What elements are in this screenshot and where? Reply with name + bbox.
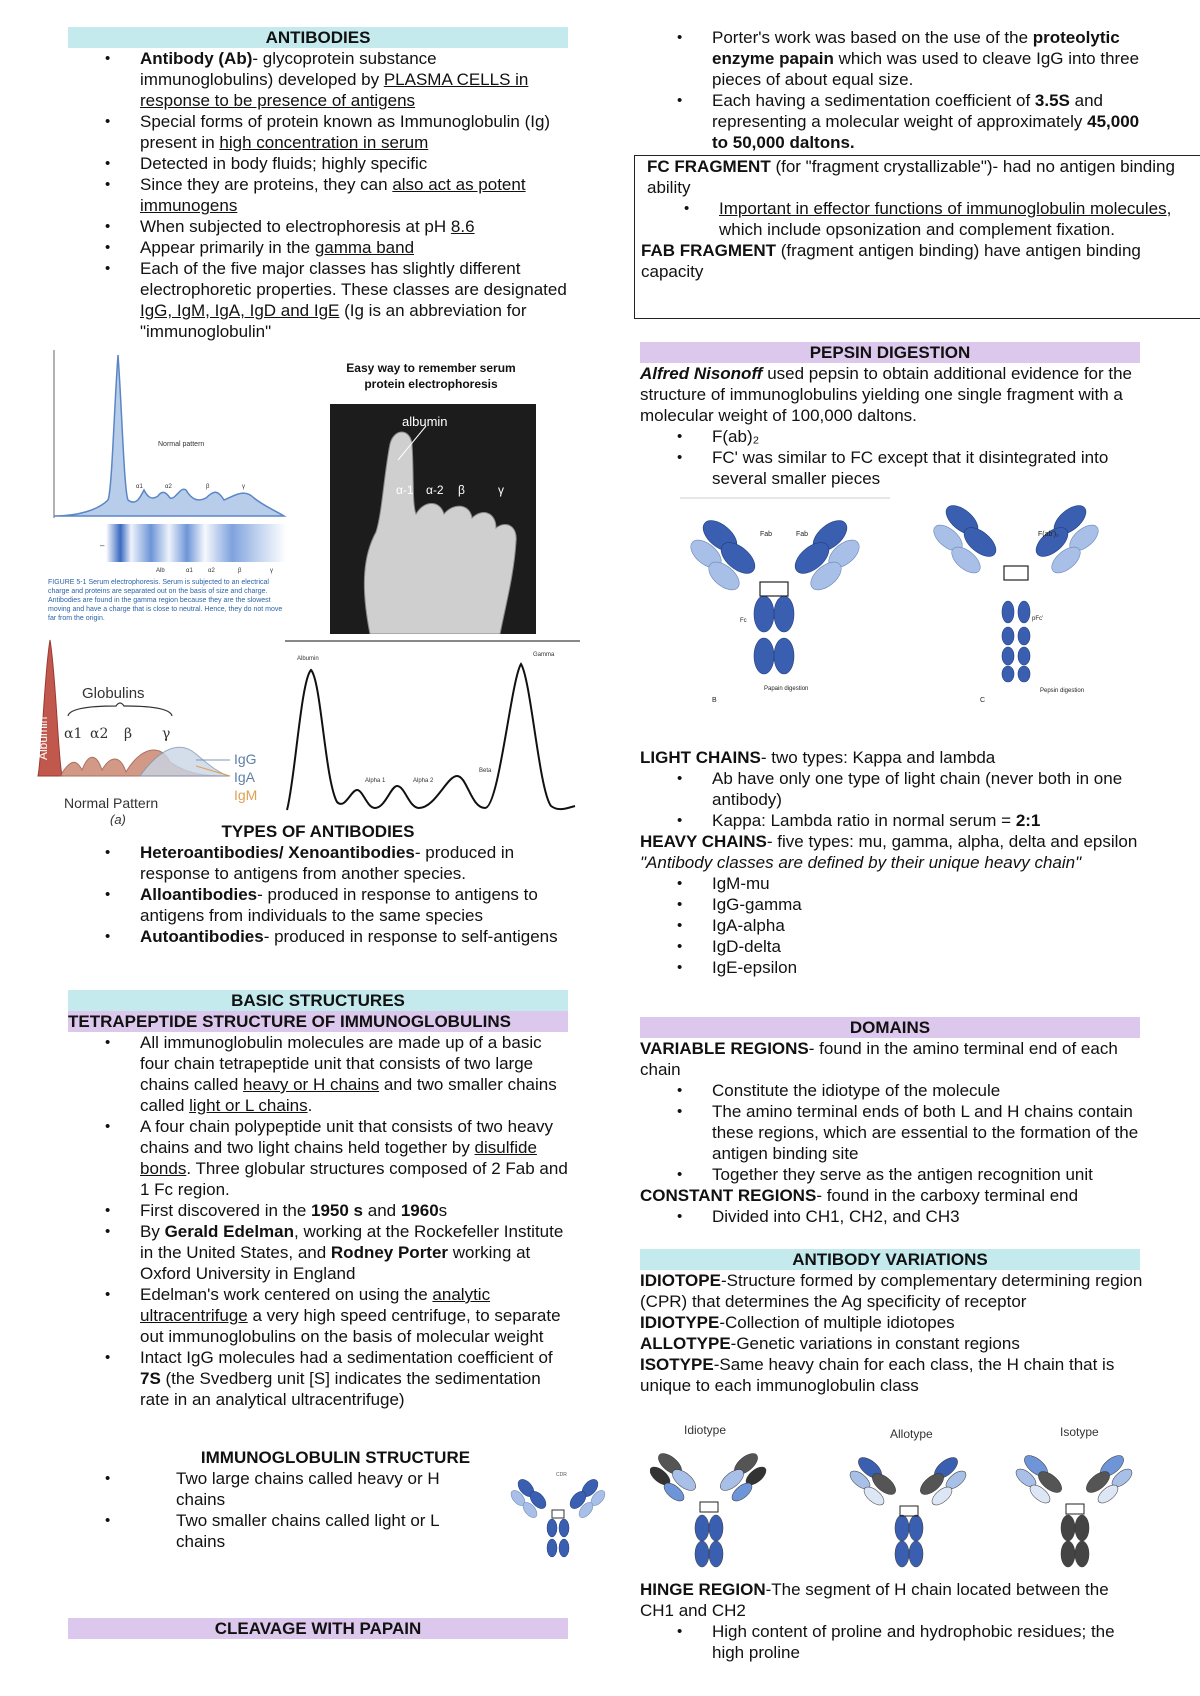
list-item: • F(ab)₂: [640, 426, 1145, 447]
svg-text:B: B: [712, 697, 717, 704]
svg-text:IgM: IgM: [234, 787, 258, 803]
light-chain-list: [640, 768, 1145, 831]
list-item: • When subjected to electrophoresis at pH 8.6: [68, 216, 573, 237]
papain-header: CLEAVAGE WITH PAPAIN: [68, 1618, 568, 1639]
list-item: • Appear primarily in the gamma band: [68, 237, 573, 258]
list-item: • Ab have only one type of light chain (never both in one antibody): [640, 768, 1145, 810]
list-item: • Two large chains called heavy or H chains: [68, 1468, 478, 1510]
svg-text:α2: α2: [208, 568, 215, 574]
list-item: • The amino terminal ends of both L and H chains contain these regions, which are essential to the formation of the antigen binding site: [640, 1101, 1145, 1164]
globulins-figure: [20, 636, 280, 826]
svg-text:–: –: [100, 541, 105, 550]
list-item: • A four chain polypeptide unit that consists of two heavy chains and two light chains held together by disulfide bonds. Three globular structures composed of 2 Fab and 1 Fc region.: [68, 1116, 573, 1200]
domains-section: DOMAINS VARIABLE REGIONS- found in the amino terminal end of each chain • Constitute the idiotype of the molecule • The amino terminal ends of both L and H chains contain these regions, which are essential to the formation of the antigen binding site • Together they serve as the antigen recognition unit CONSTANT REGIONS- found in the carboxy terminal end • Divided into CH1, CH2, and CH3: [640, 1017, 1145, 1227]
list-item: • Edelman's work centered on using the analytic ultracentrifuge a very high speed centrifuge, to separate out immunoglobulins on the basis of molecular weight: [68, 1284, 573, 1347]
list-item: • Porter's work was based on the use of the proteolytic enzyme papain which was used to cleave IgG into three pieces of about equal size.: [640, 27, 1150, 90]
svg-text:Fab: Fab: [760, 531, 773, 538]
types-section: [68, 821, 573, 947]
svg-text:α1: α1: [64, 726, 83, 742]
svg-text:α2: α2: [90, 726, 109, 742]
list-item: • By Gerald Edelman, working at the Rockefeller Institute in the United States, and Rodney Porter working at Oxford University in England: [68, 1221, 573, 1284]
list-item: • IgM-mu: [640, 873, 1145, 894]
svg-text:Isotype: Isotype: [1060, 1425, 1099, 1439]
ig-structure-section: [68, 1447, 508, 1552]
list-item: • IgD-delta: [640, 936, 1145, 957]
svg-text:γ: γ: [270, 568, 273, 574]
svg-text:IgA: IgA: [234, 769, 256, 785]
list-item: • IgE-epsilon: [640, 957, 1145, 978]
svg-text:Papain digestion: Papain digestion: [764, 686, 809, 692]
list-item: • Antibody (Ab)- glycoprotein substance immunoglobulins) developed by PLASMA CELLS in response to be presence of antigens: [68, 48, 573, 111]
list-item: • Alloantibodies- produced in response to antigens to antigens from individuals to the same species: [68, 884, 573, 926]
hand-mnemonic-figure: [330, 360, 540, 636]
list-item: • Important in effector functions of immunoglobulin molecules, which include opsonization and complement fixation.: [647, 198, 1193, 240]
figure-caption: FIGURE 5-1 Serum electrophoresis. Serum is subjected to an electrical charge and proteins are separated out on the basis of size and charge. Antibodies are found in the gamma region because they are the slowest moving and have a charge that is close to neutral. Hence, they do not move far from the origin.: [48, 579, 283, 622]
svg-text:α1: α1: [136, 484, 143, 490]
antibodies-list: [68, 48, 573, 342]
porter-section: [640, 27, 1150, 153]
list-item: • Constitute the idiotype of the molecule: [640, 1080, 1145, 1101]
svg-text:γ: γ: [498, 483, 504, 497]
list-item: • Autoantibodies- produced in response to self-antigens: [68, 926, 573, 947]
list-item: • High content of proline and hydrophobic residues; the high proline: [640, 1621, 1145, 1663]
svg-text:Fab: Fab: [796, 531, 809, 538]
svg-text:IgG: IgG: [234, 751, 257, 767]
list-item: • Two smaller chains called light or L chains: [68, 1510, 478, 1552]
heavy-chain-list: [640, 873, 1145, 978]
pepsin-list: [640, 426, 1145, 489]
list-item: • Special forms of protein known as Immunoglobulin (Ig) present in high concentration in serum: [68, 111, 573, 153]
svg-text:α-1: α-1: [396, 483, 414, 497]
svg-text:(a): (a): [110, 812, 126, 826]
globulins-label: Globulins: [82, 685, 145, 702]
porter-list: [640, 27, 1150, 153]
electrophoresis-figure: [48, 350, 288, 630]
svg-text:pFc': pFc': [1032, 616, 1044, 622]
list-item: • FC' was similar to FC except that it disintegrated into several smaller pieces: [640, 447, 1145, 489]
fc-fab-box: FC FRAGMENT (for "fragment crystallizable")- had no antigen binding ability • Important in effector functions of immunoglobulin molecules, which include opsonization and complement fixation. FAB FRAGMENT (fragment antigen binding) have antigen binding capacity: [634, 155, 1200, 319]
list-item: • Intact IgG molecules had a sedimentation coefficient of 7S (the Svedberg unit [S] indicates the sedimentation rate in an analytical ultracentrifuge): [68, 1347, 573, 1410]
list-item: • IgG-gamma: [640, 894, 1145, 915]
tetrapeptide-header: TETRAPEPTIDE STRUCTURE OF IMMUNOGLOBULINS: [68, 1011, 568, 1032]
chains-section: LIGHT CHAINS- two types: Kappa and lambda • Ab have only one type of light chain (never both in one antibody) • Kappa: Lambda ratio in normal serum = 2:1 HEAVY CHAINS- five types: mu, gamma, alpha, delta and epsilon "Antibody classes are defined by their unique heavy chain" • IgM-mu • IgG-gamma • IgA-alpha • IgD-delta • IgE-epsilon: [640, 747, 1145, 978]
basic-structures-header: BASIC STRUCTURES: [68, 990, 568, 1011]
hinge-list: [640, 1621, 1145, 1663]
normal-pattern-label: Normal pattern: [158, 441, 205, 448]
svg-text:α-2: α-2: [426, 483, 444, 497]
constant-region-list: [640, 1206, 1145, 1227]
svg-text:Albumin: Albumin: [297, 656, 319, 662]
svg-text:Gamma: Gamma: [533, 652, 555, 658]
hinge-section: HINGE REGION-The segment of H chain located between the CH1 and CH2 • High content of proline and hydrophobic residues; the high proline: [640, 1579, 1145, 1663]
heavy-chain-quote: "Antibody classes are defined by their unique heavy chain": [640, 853, 1082, 872]
albumin-label: albumin: [402, 414, 448, 429]
svg-text:γ: γ: [162, 726, 171, 742]
svg-text:C: C: [980, 697, 986, 704]
list-item: • Together they serve as the antigen recognition unit: [640, 1164, 1145, 1185]
list-item: • Divided into CH1, CH2, and CH3: [640, 1206, 1145, 1227]
digestion-figure: [680, 496, 1150, 716]
svg-text:F(ab')₂: F(ab')₂: [1038, 531, 1059, 538]
antibodies-header: ANTIBODIES: [68, 27, 568, 48]
svg-text:α1: α1: [186, 568, 193, 574]
variable-region-list: [640, 1080, 1145, 1185]
svg-text:γ: γ: [242, 484, 245, 490]
svg-text:β: β: [124, 726, 133, 742]
svg-text:Alpha 1: Alpha 1: [365, 778, 386, 784]
types-header: TYPES OF ANTIBODIES: [221, 822, 415, 841]
list-item: • All immunoglobulin molecules are made up of a basic four chain tetrapeptide unit that consists of two large chains called heavy or H chains and two smaller chains called light or L chains.: [68, 1032, 573, 1116]
list-item: • Heteroantibodies/ Xenoantibodies- produced in response to antigens from another species.: [68, 842, 573, 884]
svg-text:Allotype: Allotype: [890, 1427, 933, 1441]
svg-text:Alb: Alb: [156, 568, 165, 574]
variations-figure: [650, 1420, 1160, 1570]
list-item: • Kappa: Lambda ratio in normal serum = 2:1: [640, 810, 1145, 831]
list-item: • Each of the five major classes has slightly different electrophoretic properties. These classes are designated IgG, IgM, IgA, IgD and IgE (Ig is an abbreviation for "immunoglobulin": [68, 258, 573, 342]
domains-header: DOMAINS: [640, 1017, 1140, 1038]
list-item: • Since they are proteins, they can also act as potent immunogens: [68, 174, 573, 216]
densitometer-figure: [285, 640, 580, 820]
small-antibody-figure: [508, 1468, 608, 1568]
list-item: • First discovered in the 1950 s and 1960s: [68, 1200, 573, 1221]
svg-text:β: β: [458, 483, 465, 497]
types-list: [68, 842, 573, 947]
albumin-vertical-label: Albumin: [36, 716, 50, 760]
basic-structures-section: [68, 990, 573, 1410]
pepsin-section: PEPSIN DIGESTION Alfred Nisonoff used pepsin to obtain additional evidence for the structure of immunoglobulins yielding one single fragment with a molecular weight of 100,000 daltons. • F(ab)₂ • FC' was similar to FC except that it disintegrated into several smaller pieces: [640, 342, 1145, 489]
tetrapeptide-list: [68, 1032, 573, 1410]
list-item: • IgA-alpha: [640, 915, 1145, 936]
svg-text:Pepsin digestion: Pepsin digestion: [1040, 688, 1085, 694]
svg-text:β: β: [206, 484, 210, 490]
variations-header: ANTIBODY VARIATIONS: [640, 1249, 1140, 1270]
svg-text:α2: α2: [165, 484, 172, 490]
svg-text:Beta: Beta: [479, 768, 492, 774]
list-item: • Each having a sedimentation coefficient of 3.5S and representing a molecular weight of approximately 45,000 to 50,000 daltons.: [640, 90, 1150, 153]
variations-section: ANTIBODY VARIATIONS IDIOTOPE-Structure formed by complementary determining region (CPR) that determines the Ag specificity of receptor IDIOTYPE-Collection of multiple idiotopes ALLOTYPE-Genetic variations in constant regions ISOTYPE-Same heavy chain for each class, the H chain that is unique to each immunoglobulin class: [640, 1250, 1143, 1395]
list-item: • Detected in body fluids; highly specific: [68, 153, 573, 174]
hand-photo: [330, 404, 536, 634]
ig-structure-list: [68, 1468, 478, 1552]
normal-pattern-caption: Normal Pattern: [64, 795, 159, 811]
hand-figure-title: Easy way to remember serum protein electrophoresis: [346, 361, 516, 391]
svg-text:β: β: [238, 568, 242, 574]
pepsin-header: PEPSIN DIGESTION: [640, 342, 1140, 363]
ig-structure-header: IMMUNOGLOBULIN STRUCTURE: [200, 1448, 471, 1467]
svg-text:Fc: Fc: [740, 618, 747, 624]
svg-text:Alpha 2: Alpha 2: [413, 778, 434, 784]
left-column: [68, 27, 568, 342]
svg-text:Idiotype: Idiotype: [684, 1423, 727, 1437]
svg-text:CDR: CDR: [556, 1472, 567, 1478]
